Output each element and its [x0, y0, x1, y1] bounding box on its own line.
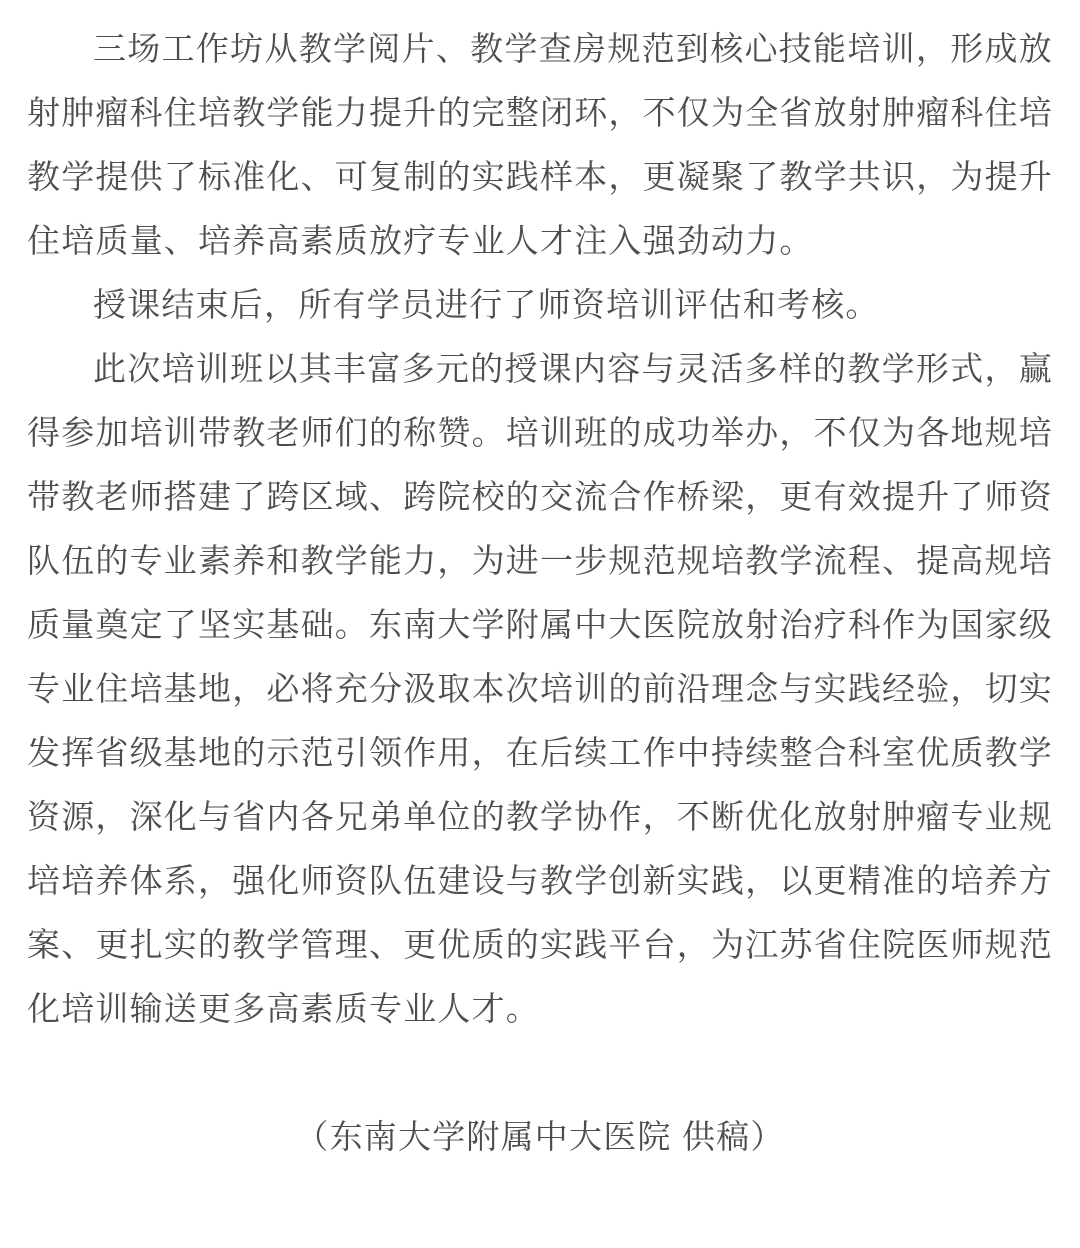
article-paragraph-2: 授课结束后，所有学员进行了师资培训评估和考核。 [93, 286, 880, 323]
article-paragraph-1: 三场工作坊从教学阅片、教学查房规范到核心技能培训，形成放射肿瘤科住培教学能力提升的完整闭环，不仅为全省放射肿瘤科住培教学提供了标准化、可复制的实践样本，更凝聚了教学共识，为提升住培质量、培养高素质放疗专业人才注入强劲动力。 [27, 30, 1053, 259]
byline: （东南大学附属中大医院 供稿） [295, 1118, 785, 1155]
article-paragraph-3: 此次培训班以其丰富多元的授课内容与灵活多样的教学形式，赢得参加培训带教老师们的称赞。培训班的成功举办，不仅为各地规培带教老师搭建了跨区域、跨院校的交流合作桥梁，更有效提升了师资队伍的专业素养和教学能力，为进一步规范规培教学流程、提高规培质量奠定了坚实基础。东南大学附属中大医院放射治疗科作为国家级专业住培基地，必将充分汲取本次培训的前沿理念与实践经验，切实发挥省级基地的示范引领作用，在后续工作中持续整合科室优质教学资源，深化与省内各兄弟单位的教学协作，不断优化放射肿瘤专业规培培养体系，强化师资队伍建设与教学创新实践，以更精准的培养方案、更扎实的教学管理、更优质的实践平台，为江苏省住院医师规范化培训输送更多高素质专业人才。 [27, 350, 1053, 1027]
article-body [27, 17, 1053, 1169]
